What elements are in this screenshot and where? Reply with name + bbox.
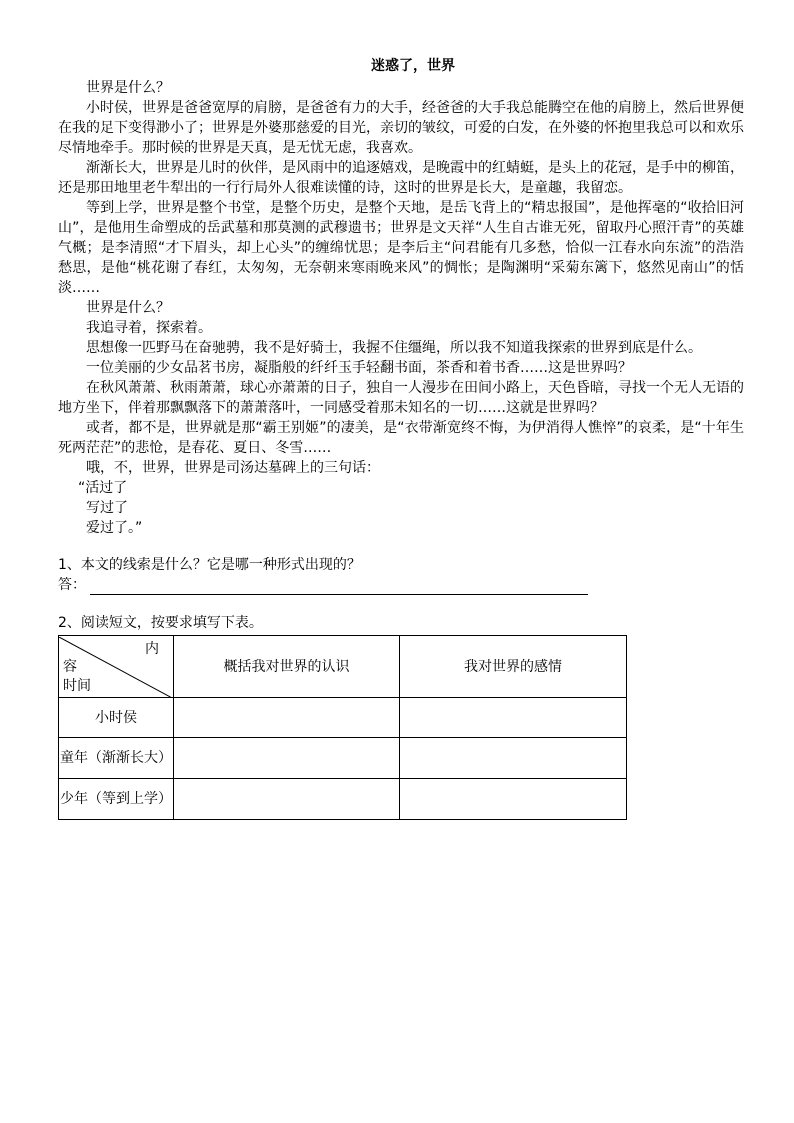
paragraph: 等到上学，世界是整个书堂，是整个历史，是整个天地，是岳飞背上的“精忠报国”，是他挥毫的“收拾旧河山”，是他用生命塑成的岳武墓和那莫测的武穆遗书；世界是文天祥“人生自古谁无死，留取丹心照汗青”的英雄气概；是李清照“才下眉头，却上心头”的缠绵忧思；是李后主“问君能有几多愁，恰似一江春水向东流”的浩浩愁思，是他“桃花谢了春红，太匆匆，无奈朝来寒雨晚来风”的惆怅；是陶渊明“采菊东篱下，悠然见南山”的恬淡…… bbox=[58, 200, 744, 296]
corner-label-mid: 容 bbox=[63, 658, 77, 675]
row-label: 少年（等到上学） bbox=[59, 779, 174, 820]
question-1 bbox=[58, 555, 744, 595]
question-1-answer bbox=[58, 575, 744, 595]
question-1-text: 1、本文的线索是什么？它是哪一种形式出现的？ bbox=[58, 557, 361, 573]
paragraph: 在秋风萧萧、秋雨萧萧，球心亦萧萧的日子，独自一人漫步在田间小路上，天色昏暗，寻找一个无人无语的地方坐下，伴着那飘飘落下的萧萧落叶，一同感受着那未知名的一切……这就是世界吗？ bbox=[58, 380, 744, 416]
diagonal-header-cell bbox=[59, 636, 174, 698]
answer-cell[interactable] bbox=[400, 698, 627, 738]
paragraph: 一位美丽的少女品茗书房，凝脂般的纤纤玉手轻翻书面，茶香和着书香……这是世界吗？ bbox=[86, 360, 632, 376]
paragraph: 思想像一匹野马在奋驰骋，我不是好骑士，我握不住缰绳，所以我不知道我探索的世界到底是什么。 bbox=[86, 340, 702, 356]
answer-cell[interactable] bbox=[174, 738, 400, 779]
fill-in-table bbox=[58, 635, 627, 820]
paragraph: 哦，不，世界，世界是司汤达墓碑上的三句话： bbox=[86, 460, 380, 476]
column-header: 概括我对世界的认识 bbox=[174, 636, 400, 698]
paragraph: 或者，都不是，世界就是那“霸王别姬”的凄美，是“衣带渐宽终不悔，为伊消得人憔悴”的哀柔，是“十年生死两茫茫”的悲怆，是春花、夏日、冬雪…… bbox=[58, 420, 744, 456]
paragraph: 我追寻着，探索着。 bbox=[86, 320, 212, 336]
answer-label: 答： bbox=[58, 577, 86, 593]
answer-line[interactable] bbox=[90, 579, 588, 595]
poem-line: 写过了 bbox=[86, 500, 128, 516]
corner-label-bottom: 时间 bbox=[63, 677, 91, 694]
question-2-text: 2、阅读短文，按要求填写下表。 bbox=[58, 615, 263, 631]
column-header: 我对世界的感情 bbox=[400, 636, 627, 698]
paragraph: 世界是什么？ bbox=[86, 300, 170, 316]
answer-cell[interactable] bbox=[174, 779, 400, 820]
worksheet-page bbox=[58, 56, 744, 820]
paragraph: 世界是什么？ bbox=[86, 80, 170, 96]
row-label: 童年（渐渐长大） bbox=[59, 738, 174, 779]
answer-cell[interactable] bbox=[400, 738, 627, 779]
row-label: 小时侯 bbox=[59, 698, 174, 738]
poem-line: “活过了 bbox=[78, 480, 128, 496]
answer-cell[interactable] bbox=[174, 698, 400, 738]
article-title: 迷惑了，世界 bbox=[371, 58, 455, 74]
poem-line: 爱过了。” bbox=[86, 520, 143, 536]
paragraph: 小时侯，世界是爸爸宽厚的肩膀，是爸爸有力的大手，经爸爸的大手我总能腾空在他的肩膀上，然后世界便在我的足下变得渺小了；世界是外婆那慈爱的目光，亲切的皱纹，可爱的白发，在外婆的怀抱里我总可以和欢乐尽情地牵手。那时候的世界是天真，是无忧无虑，我喜欢。 bbox=[58, 100, 744, 156]
paragraph: 渐渐长大，世界是儿时的伙伴，是风雨中的追逐嬉戏，是晚霞中的红蜻蜓，是头上的花冠，是手中的柳笛，还是那田地里老牛犁出的一行行局外人很难读懂的诗，这时的世界是长大，是童趣，我留恋。 bbox=[58, 160, 744, 196]
corner-label-top: 内 bbox=[145, 640, 159, 657]
answer-cell[interactable] bbox=[400, 779, 627, 820]
